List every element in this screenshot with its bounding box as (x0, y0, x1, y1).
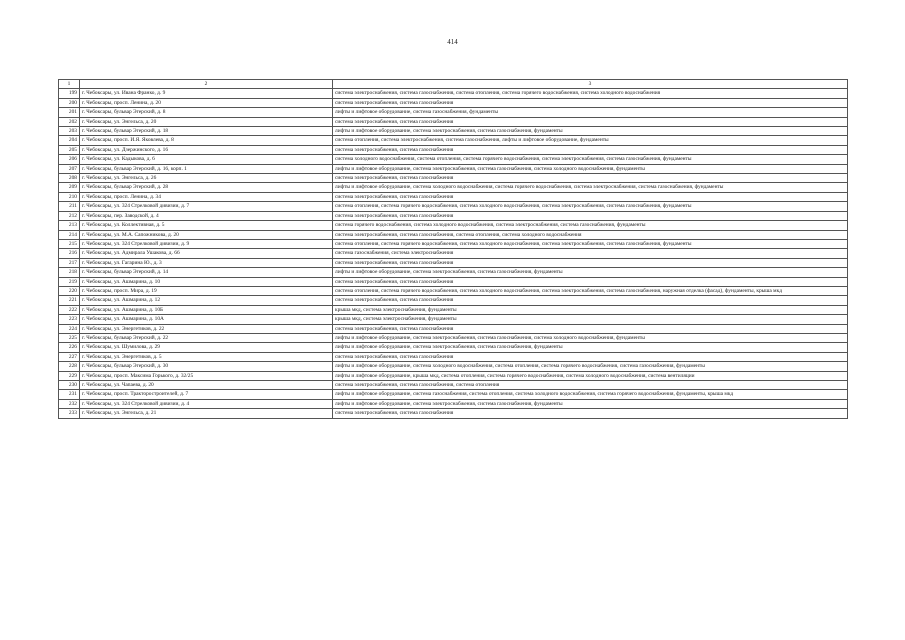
row-number-cell: 206 (59, 155, 80, 164)
column-header-number: 1 (59, 80, 80, 89)
systems-cell: система электроснабжения, система газоснабжения (333, 211, 848, 220)
row-number-cell: 219 (59, 277, 80, 286)
table-row (59, 89, 848, 98)
table-row (59, 277, 848, 286)
systems-cell: система горячего водоснабжения, система холодного водоснабжения, система электроснабжения, система газоснабжения, фундаменты (333, 221, 848, 230)
systems-cell: лифты и лифтовое оборудование, система электроснабжения, система газоснабжения, фундаменты (333, 343, 848, 352)
row-number-cell: 220 (59, 286, 80, 295)
column-header-systems: 3 (333, 80, 848, 89)
systems-cell: лифты и лифтовое оборудование, крыша мкд, система отопления, система горячего водоснабжения, система холодного водоснабжения, система вентиляции (333, 371, 848, 380)
systems-cell: система отопления, система горячего водоснабжения, система холодного водоснабжения, система электроснабжения, система газоснабжения, фундаменты (333, 202, 848, 211)
systems-cell: крыша мкд, система электроснабжения, фундаменты (333, 315, 848, 324)
systems-cell: система электроснабжения, система газоснабжения (333, 352, 848, 361)
row-number-cell: 222 (59, 305, 80, 314)
address-cell: г. Чебоксары, ул. Шумилова, д. 29 (80, 343, 333, 352)
address-cell: г. Чебоксары, просп. Мира, д. 19 (80, 286, 333, 295)
address-cell: г. Чебоксары, ул. Энгельса, д. 26 (80, 174, 333, 183)
table-row (59, 202, 848, 211)
address-cell: г. Чебоксары, бульвар Эгерский, д. 14 (80, 268, 333, 277)
table-row (59, 221, 848, 230)
address-cell: г. Чебоксары, ул. Энгельса, д. 20 (80, 117, 333, 126)
systems-cell: система электроснабжения, система газоснабжения, система отопления (333, 381, 848, 390)
systems-cell: лифты и лифтовое оборудование, система электроснабжения, система газоснабжения, фундаменты (333, 268, 848, 277)
row-number-cell: 225 (59, 333, 80, 342)
row-number-cell: 214 (59, 230, 80, 239)
row-number-cell: 223 (59, 315, 80, 324)
table-row (59, 155, 848, 164)
address-cell: г. Чебоксары, просп. Тракторостроителей, д. 7 (80, 390, 333, 399)
address-cell: г. Чебоксары, пер. Заводской, д. 4 (80, 211, 333, 220)
table-row (59, 127, 848, 136)
address-cell: г. Чебоксары, ул. Ивана Франко, д. 9 (80, 89, 333, 98)
row-number-cell: 231 (59, 390, 80, 399)
row-number-cell: 217 (59, 258, 80, 267)
systems-cell: система электроснабжения, система газоснабжения (333, 192, 848, 201)
row-number-cell: 229 (59, 371, 80, 380)
table-row (59, 305, 848, 314)
address-cell: г. Чебоксары, ул. Ашмарина, д. 10 (80, 277, 333, 286)
row-number-cell: 200 (59, 98, 80, 107)
row-number-cell: 203 (59, 127, 80, 136)
table-header-row (59, 80, 848, 89)
address-cell: г. Чебоксары, просп. Ленина, д. 20 (80, 98, 333, 107)
systems-cell: система электроснабжения, система газоснабжения (333, 145, 848, 154)
systems-cell: лифты и лифтовое оборудование, система газоснабжения, система отопления, система холодного водоснабжения, система горячего водоснабжения, фундаменты, крыша мкд (333, 390, 848, 399)
address-cell: г. Чебоксары, ул. Ашмарина, д. 10А (80, 315, 333, 324)
address-cell: г. Чебоксары, ул. Ашмарина, д. 10Б (80, 305, 333, 314)
table-row (59, 145, 848, 154)
systems-cell: система электроснабжения, система газоснабжения (333, 98, 848, 107)
table-row (59, 183, 848, 192)
systems-cell: лифты и лифтовое оборудование, система электроснабжения, система газоснабжения, система холодного водоснабжения, фундаменты (333, 164, 848, 173)
table-row (59, 371, 848, 380)
address-cell: г. Чебоксары, ул. Энгельса, д. 21 (80, 409, 333, 418)
table-row (59, 381, 848, 390)
row-number-cell: 212 (59, 211, 80, 220)
table-row (59, 136, 848, 145)
address-cell: г. Чебоксары, бульвар Эгерский, д. 16, корп. 1 (80, 164, 333, 173)
systems-cell: система газоснабжения, система электроснабжения (333, 249, 848, 258)
table-row (59, 117, 848, 126)
address-cell: г. Чебоксары, ул. Коллективная, д. 5 (80, 221, 333, 230)
address-cell: г. Чебоксары, ул. Дзержинского, д. 16 (80, 145, 333, 154)
address-cell: г. Чебоксары, бульвар Эгерский, д. 22 (80, 333, 333, 342)
systems-cell: система отопления, система горячего водоснабжения, система холодного водоснабжения, система электроснабжения, система газоснабжения, наружная отделка (фасад), фундаменты, крыша мкд (333, 286, 848, 295)
systems-cell: лифты и лифтовое оборудование, система электроснабжения, система газоснабжения, фундаменты (333, 399, 848, 408)
address-cell: г. Чебоксары, ул. Чапаева, д. 20 (80, 381, 333, 390)
row-number-cell: 230 (59, 381, 80, 390)
address-cell: г. Чебоксары, ул. Ашмарина, д. 12 (80, 296, 333, 305)
systems-cell: система электроснабжения, система газоснабжения (333, 174, 848, 183)
table-row (59, 343, 848, 352)
row-number-cell: 221 (59, 296, 80, 305)
row-number-cell: 215 (59, 239, 80, 248)
systems-cell: система электроснабжения, система газоснабжения, система отопления, система горячего водоснабжения, система холодного водоснабжения (333, 89, 848, 98)
table-row (59, 286, 848, 295)
table-row (59, 211, 848, 220)
systems-cell: система электроснабжения, система газоснабжения (333, 409, 848, 418)
systems-cell: лифты и лифтовое оборудование, система холодного водоснабжения, система отопления, система горячего водоснабжения, система газоснабжения, фундаменты (333, 362, 848, 371)
table-row (59, 230, 848, 239)
address-cell: г. Чебоксары, просп. Ленина, д. 34 (80, 192, 333, 201)
address-cell: г. Чебоксары, просп. Максима Горького, д. 32/25 (80, 371, 333, 380)
table-row (59, 258, 848, 267)
table-row (59, 352, 848, 361)
address-cell: г. Чебоксары, ул. 324 Стрелковой дивизии, д. 4 (80, 399, 333, 408)
table-row (59, 324, 848, 333)
row-number-cell: 205 (59, 145, 80, 154)
systems-cell: система отопления, система электроснабжения, система газоснабжения, лифты и лифтовое оборудование, фундаменты (333, 136, 848, 145)
row-number-cell: 202 (59, 117, 80, 126)
table-row (59, 174, 848, 183)
row-number-cell: 208 (59, 174, 80, 183)
row-number-cell: 226 (59, 343, 80, 352)
row-number-cell: 218 (59, 268, 80, 277)
systems-cell: система электроснабжения, система газоснабжения (333, 117, 848, 126)
table-row (59, 362, 848, 371)
address-cell: г. Чебоксары, бульвар Эгерский, д. 28 (80, 183, 333, 192)
systems-cell: система электроснабжения, система газоснабжения (333, 296, 848, 305)
systems-cell: лифты и лифтовое оборудование, система электроснабжения, система газоснабжения, фундаменты (333, 127, 848, 136)
address-cell: г. Чебоксары, ул. Адмирала Ушакова, д. 66 (80, 249, 333, 258)
address-cell: г. Чебоксары, ул. Энергетиков, д. 5 (80, 352, 333, 361)
row-number-cell: 228 (59, 362, 80, 371)
page-number: 414 (447, 38, 458, 46)
address-cell: г. Чебоксары, бульвар Эгерский, д. 18 (80, 127, 333, 136)
systems-cell: крыша мкд, система электроснабжения, фундаменты (333, 305, 848, 314)
table-row (59, 192, 848, 201)
buildings-table (58, 79, 848, 419)
address-cell: г. Чебоксары, бульвар Эгерский, д. 8 (80, 108, 333, 117)
address-cell: г. Чебоксары, ул. Гагарина Ю., д. 3 (80, 258, 333, 267)
row-number-cell: 213 (59, 221, 80, 230)
row-number-cell: 211 (59, 202, 80, 211)
table-row (59, 296, 848, 305)
address-cell: г. Чебоксары, бульвар Эгерский, д. 30 (80, 362, 333, 371)
systems-cell: система отопления, система горячего водоснабжения, система холодного водоснабжения, система электроснабжения, система газоснабжения, фундаменты (333, 239, 848, 248)
table-row (59, 164, 848, 173)
systems-cell: лифты и лифтовое оборудование, система электроснабжения, система газоснабжения, система холодного водоснабжения, фундаменты (333, 333, 848, 342)
address-cell: г. Чебоксары, ул. 324 Стрелковой дивизии, д. 9 (80, 239, 333, 248)
table-row (59, 98, 848, 107)
systems-cell: лифты и лифтовое оборудование, система холодного водоснабжения, система горячего водоснабжения, система электроснабжения, система газоснабжения, фундаменты (333, 183, 848, 192)
address-cell: г. Чебоксары, ул. Кадыкова, д. 6 (80, 155, 333, 164)
table-row (59, 333, 848, 342)
row-number-cell: 224 (59, 324, 80, 333)
row-number-cell: 199 (59, 89, 80, 98)
row-number-cell: 210 (59, 192, 80, 201)
systems-cell: система электроснабжения, система газоснабжения (333, 277, 848, 286)
address-cell: г. Чебоксары, ул. 324 Стрелковой дивизии, д. 7 (80, 202, 333, 211)
table-row (59, 268, 848, 277)
systems-cell: система электроснабжения, система газоснабжения (333, 324, 848, 333)
table-row (59, 108, 848, 117)
row-number-cell: 207 (59, 164, 80, 173)
column-header-address: 2 (80, 80, 333, 89)
address-cell: г. Чебоксары, ул. М.А. Сапожникова, д. 20 (80, 230, 333, 239)
address-cell: г. Чебоксары, просп. И.Я. Яковлева, д. 8 (80, 136, 333, 145)
address-cell: г. Чебоксары, ул. Энергетиков, д. 22 (80, 324, 333, 333)
table-row (59, 390, 848, 399)
row-number-cell: 232 (59, 399, 80, 408)
systems-cell: лифты и лифтовое оборудование, система газоснабжения, фундаменты (333, 108, 848, 117)
row-number-cell: 204 (59, 136, 80, 145)
table-row (59, 249, 848, 258)
systems-cell: система холодного водоснабжения, система отопления, система горячего водоснабжения, система электроснабжения, система газоснабжения, фундаменты (333, 155, 848, 164)
row-number-cell: 233 (59, 409, 80, 418)
systems-cell: система электроснабжения, система газоснабжения (333, 258, 848, 267)
table-row (59, 315, 848, 324)
table-row (59, 409, 848, 418)
table-row (59, 239, 848, 248)
row-number-cell: 201 (59, 108, 80, 117)
row-number-cell: 209 (59, 183, 80, 192)
table-row (59, 399, 848, 408)
row-number-cell: 216 (59, 249, 80, 258)
systems-cell: система электроснабжения, система газоснабжения, система отопления, система холодного водоснабжения (333, 230, 848, 239)
row-number-cell: 227 (59, 352, 80, 361)
